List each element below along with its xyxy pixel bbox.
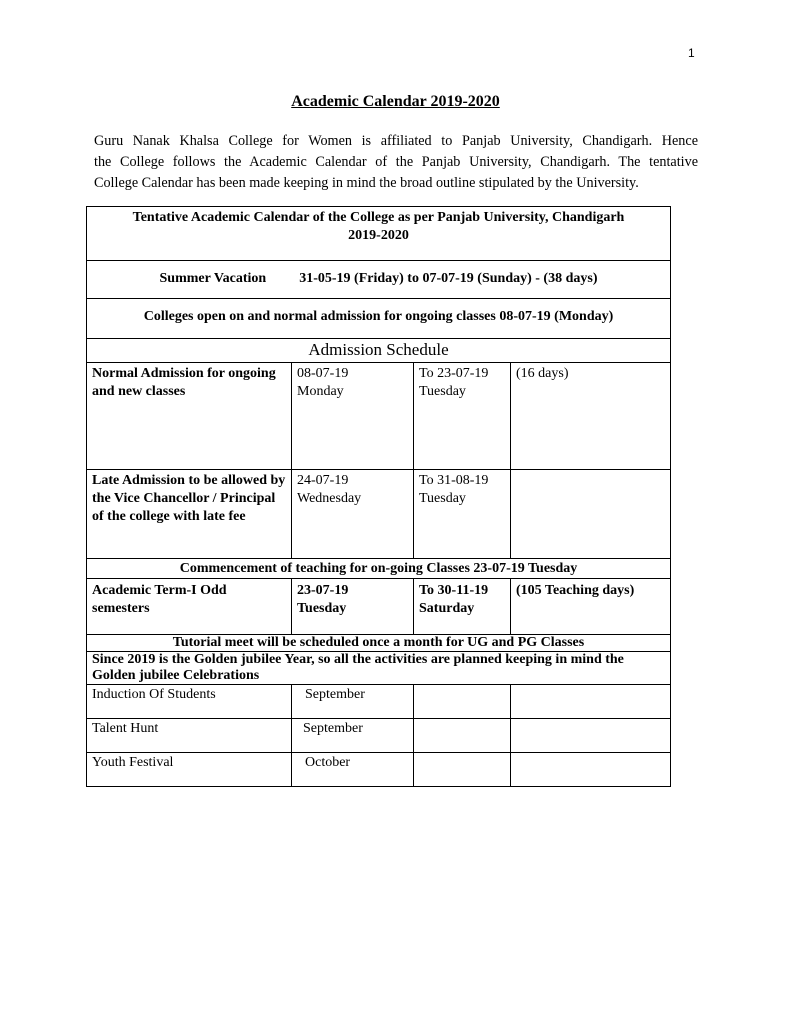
late-admission-days bbox=[511, 470, 671, 559]
from-date: 08-07-19 bbox=[297, 366, 349, 381]
page-title: Academic Calendar 2019-2020 bbox=[291, 93, 500, 110]
normal-admission-row bbox=[87, 363, 671, 470]
term1-row bbox=[87, 579, 671, 635]
intro-line: the College follows the Academic Calendar of the Panjab University, Chandigarh. The tentative bbox=[94, 154, 698, 170]
table-header-line: 2019-2020 bbox=[348, 228, 409, 243]
late-admission-label: Late Admission to be allowed by the Vice Chancellor / Principal of the college with late fee bbox=[87, 470, 292, 559]
from-day: Tuesday bbox=[297, 601, 347, 616]
intro-line: College Calendar has been made keeping in mind the broad outline stipulated by the University. bbox=[94, 175, 639, 191]
colleges-open-row bbox=[87, 299, 671, 339]
activity-empty-cell bbox=[511, 753, 671, 787]
activity-row bbox=[87, 685, 671, 719]
activity-name: Youth Festival bbox=[87, 753, 292, 787]
term1-days: (105 Teaching days) bbox=[511, 579, 671, 635]
to-date: To 31-08-19 bbox=[419, 473, 489, 488]
page-number: 1 bbox=[688, 46, 695, 60]
activity-name: Talent Hunt bbox=[87, 719, 292, 753]
golden-jubilee-row bbox=[87, 652, 671, 685]
intro-paragraph bbox=[94, 131, 698, 194]
activity-empty-cell bbox=[414, 685, 511, 719]
summer-vacation-value: 31-05-19 (Friday) to 07-07-19 (Sunday) - (38 days) bbox=[299, 270, 598, 286]
commencement-row bbox=[87, 559, 671, 579]
late-admission-row bbox=[87, 470, 671, 559]
activity-month: October bbox=[292, 753, 414, 787]
activity-month: September bbox=[292, 719, 414, 753]
activity-empty-cell bbox=[414, 719, 511, 753]
summer-vacation-label: Summer Vacation bbox=[159, 270, 267, 286]
normal-admission-to bbox=[414, 363, 511, 470]
to-date: To 23-07-19 bbox=[419, 366, 489, 381]
activity-row bbox=[87, 753, 671, 787]
normal-admission-from bbox=[292, 363, 414, 470]
table-header-row bbox=[87, 207, 671, 261]
term1-label: Academic Term-I Odd semesters bbox=[87, 579, 292, 635]
from-date: 23-07-19 bbox=[297, 583, 349, 598]
normal-admission-days: (16 days) bbox=[511, 363, 671, 470]
colleges-open-cell: Colleges open on and normal admission for ongoing classes 08-07-19 (Monday) bbox=[87, 299, 671, 339]
activity-name: Induction Of Students bbox=[87, 685, 292, 719]
admission-schedule-heading: Admission Schedule bbox=[87, 339, 671, 363]
table-header-line: Tentative Academic Calendar of the College as per Panjab University, Chandigarh bbox=[132, 210, 625, 225]
summer-vacation-cell bbox=[87, 261, 671, 299]
activity-empty-cell bbox=[414, 753, 511, 787]
golden-jubilee-cell: Since 2019 is the Golden jubilee Year, so all the activities are planned keeping in mind the Golden jubilee Celebrations bbox=[87, 652, 671, 685]
table-header bbox=[87, 207, 671, 261]
term1-to bbox=[414, 579, 511, 635]
activity-row bbox=[87, 719, 671, 753]
commencement-cell: Commencement of teaching for on-going Classes 23-07-19 Tuesday bbox=[87, 559, 671, 579]
calendar-table bbox=[86, 206, 671, 787]
from-date: 24-07-19 bbox=[297, 473, 349, 488]
activity-empty-cell bbox=[511, 685, 671, 719]
tutorial-row bbox=[87, 635, 671, 652]
to-date: To 30-11-19 bbox=[419, 583, 489, 598]
to-day: Tuesday bbox=[419, 384, 466, 399]
term1-from bbox=[292, 579, 414, 635]
from-day: Wednesday bbox=[297, 491, 362, 506]
tutorial-cell: Tutorial meet will be scheduled once a month for UG and PG Classes bbox=[87, 635, 671, 652]
to-day: Tuesday bbox=[419, 491, 466, 506]
summer-vacation-row bbox=[87, 261, 671, 299]
late-admission-from bbox=[292, 470, 414, 559]
admission-schedule-row bbox=[87, 339, 671, 363]
to-day: Saturday bbox=[419, 601, 475, 616]
intro-line: Guru Nanak Khalsa College for Women is affiliated to Panjab University, Chandigarh. Hence bbox=[94, 133, 698, 149]
late-admission-to bbox=[414, 470, 511, 559]
activity-month: September bbox=[292, 685, 414, 719]
from-day: Monday bbox=[297, 384, 344, 399]
normal-admission-label: Normal Admission for ongoing and new classes bbox=[87, 363, 292, 470]
activity-empty-cell bbox=[511, 719, 671, 753]
